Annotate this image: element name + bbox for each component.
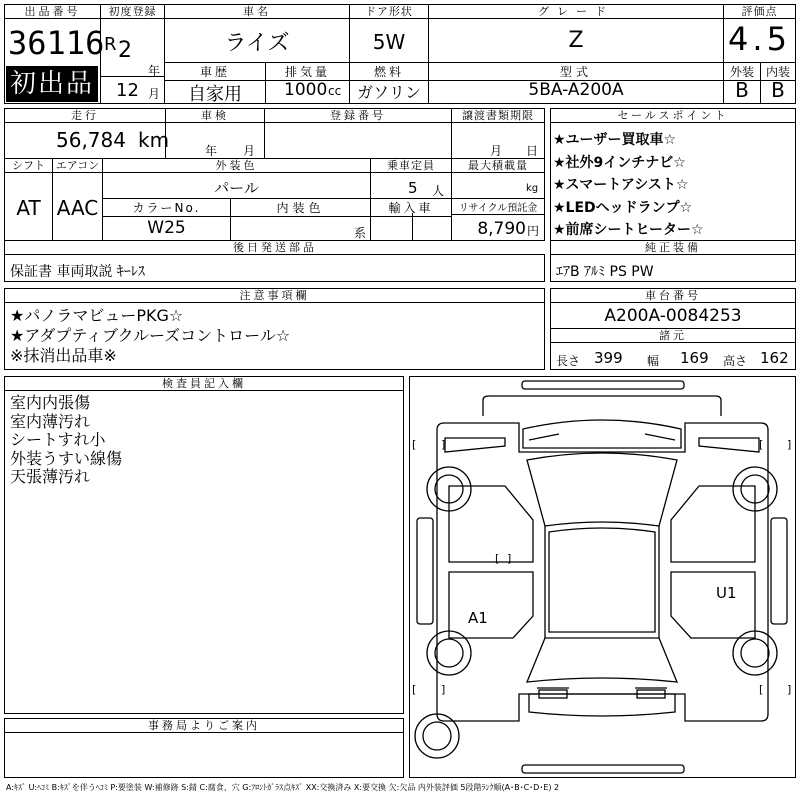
exterior-label: 外装 [724, 63, 760, 81]
car-name: ライズ [224, 31, 290, 56]
legend: A:ｷｽﾞ U:ﾍｺﾐ B:ｷｽﾞを伴うﾍｺﾐ P:要塗装 W:補修跡 S:錆 C:腐食、穴 G:ﾌﾛﾝﾄｶﾞﾗｽ点ｷｽﾞ XX:交換済み X:要交換 欠:欠品 内外装評価 5段階ﾗﾝｸ順(A･B･C･D･E) 2 [6, 783, 560, 792]
sales-point: ★ユーザー買取車☆ [553, 132, 677, 148]
score: 4.5 [728, 20, 791, 58]
fuel: ガソリン [356, 83, 421, 102]
grade-label: グレード [429, 5, 723, 19]
era: R [104, 34, 117, 55]
car-outline-diagram [409, 376, 796, 778]
sales-point: ★スマートアシスト☆ [553, 177, 689, 193]
fuel-label: 燃料 [350, 63, 428, 81]
chassis-number: A200A-0084253 [604, 306, 742, 326]
color-no: W25 [147, 218, 186, 238]
transfer-day-unit: 日 [526, 144, 539, 158]
reg-month: 12 [116, 80, 139, 101]
office-label: 事務局よりご案内 [5, 719, 403, 733]
inspector-label: 検査員記入欄 [5, 377, 403, 391]
recycle-amount: 8,790 [477, 219, 526, 239]
chassis-label: 車台番号 [551, 289, 795, 303]
inspection-year-unit: 年 [205, 144, 218, 158]
inspector-line: 外装うすい線傷 [10, 448, 123, 468]
model: 5BA-A200A [528, 80, 624, 100]
ac-label: エアコン [53, 159, 102, 173]
year-unit: 年 [148, 64, 161, 78]
interior-grade: B [771, 78, 785, 102]
sales-points-label: セールスポイント [551, 109, 795, 123]
specs-label: 諸元 [551, 329, 795, 343]
displacement-label: 排気量 [266, 63, 349, 81]
int-color-label: 内装色 [231, 199, 370, 217]
capacity-label: 乗車定員 [371, 159, 451, 173]
svg-text:]: ] [787, 683, 792, 696]
model-label: 型式 [429, 63, 723, 81]
mileage-unit: km [138, 128, 170, 152]
capacity-unit: 人 [432, 184, 445, 198]
damage-mark-u1: U1 [716, 584, 737, 602]
damage-mark-a1: A1 [468, 609, 488, 627]
history-label: 車歴 [165, 63, 265, 81]
color-no-label: カラーNo. [103, 199, 230, 217]
width: 169 [680, 349, 709, 367]
reg-number-label: 登録番号 [265, 109, 451, 123]
note-line: ★パノラマビューPKG☆ [10, 306, 184, 325]
equipment-label: 純正装備 [551, 241, 795, 255]
grade: Z [568, 28, 584, 53]
recycle-unit: 円 [527, 224, 540, 238]
car-name-label: 車名 [165, 5, 349, 19]
first-reg-label: 初度登録 [101, 5, 164, 19]
door: 5W [372, 30, 406, 54]
svg-text:[: [ [412, 438, 417, 451]
note-line: ※抹消出品車※ [10, 346, 117, 365]
sales-point: ★LEDヘッドランプ☆ [553, 199, 693, 216]
inspector-line: シートすれ小 [10, 430, 106, 449]
exterior-grade: B [735, 78, 749, 102]
svg-text:]: ] [441, 683, 446, 696]
svg-text:[: [ [495, 552, 500, 565]
svg-text:]: ] [441, 438, 446, 451]
lot-number: 36116 [8, 24, 105, 62]
shift: AT [16, 196, 41, 220]
inspector-notes [10, 394, 390, 487]
inspection-month-unit: 月 [243, 144, 256, 158]
notes-label: 注意事項欄 [5, 289, 544, 303]
length: 399 [594, 349, 623, 367]
first-listing-badge: 初出品 [6, 66, 98, 102]
height-label: 高さ [723, 354, 748, 368]
inspection-label: 車検 [166, 109, 264, 123]
import-label: 輸入車 [371, 199, 451, 217]
width-label: 幅 [647, 354, 660, 368]
inspector-line: 室内薄汚れ [10, 411, 91, 431]
sales-points-list [553, 129, 793, 242]
later-parts-label: 後日発送部品 [5, 241, 545, 255]
reg-year: 2 [118, 38, 132, 63]
svg-text:]: ] [507, 552, 512, 565]
max-load-label: 最大積載量 [452, 159, 544, 173]
int-color-unit: 系 [354, 226, 367, 240]
notes-list [10, 306, 530, 366]
score-label: 評価点 [724, 5, 795, 19]
svg-text:[: [ [759, 683, 764, 696]
height: 162 [760, 349, 789, 367]
shift-label: シフト [5, 159, 52, 173]
equipment: ｴｱB ｱﾙﾐ PS PW [556, 264, 654, 280]
svg-text:[: [ [759, 438, 764, 451]
inspector-line: 天張薄汚れ [10, 467, 91, 486]
displacement: 1000 [284, 80, 328, 100]
svg-text:[: [ [412, 683, 417, 696]
transfer-label: 譲渡書類期限 [452, 109, 544, 123]
transfer-month-unit: 月 [490, 144, 503, 158]
mileage-label: 走行 [5, 109, 165, 123]
inspector-line: 室内内張傷 [10, 393, 91, 412]
month-unit: 月 [148, 87, 161, 101]
later-parts: 保証書 車両取説 ｷｰﾚｽ [10, 264, 145, 280]
sales-point: ★前席シートヒーター☆ [553, 222, 704, 238]
ext-color: パール [214, 179, 259, 197]
displacement-unit: cc [328, 84, 342, 98]
mileage: 56,784 [56, 128, 126, 152]
sales-point: ★社外9インチナビ☆ [553, 154, 686, 171]
ac: AAC [56, 196, 99, 220]
note-line: ★アダプティブクルーズコントロール☆ [10, 326, 291, 345]
history: 自家用 [188, 84, 242, 105]
recycle-label: リサイクル預託金 [452, 199, 544, 215]
capacity: 5 [408, 179, 418, 197]
lot-number-label: 出品番号 [5, 5, 100, 19]
svg-text:]: ] [787, 438, 792, 451]
length-label: 長さ [556, 354, 581, 368]
door-label: ドア形状 [350, 5, 428, 19]
max-load-unit: kg [526, 183, 539, 194]
interior-label: 内装 [761, 63, 795, 81]
ext-color-label: 外装色 [103, 159, 370, 173]
